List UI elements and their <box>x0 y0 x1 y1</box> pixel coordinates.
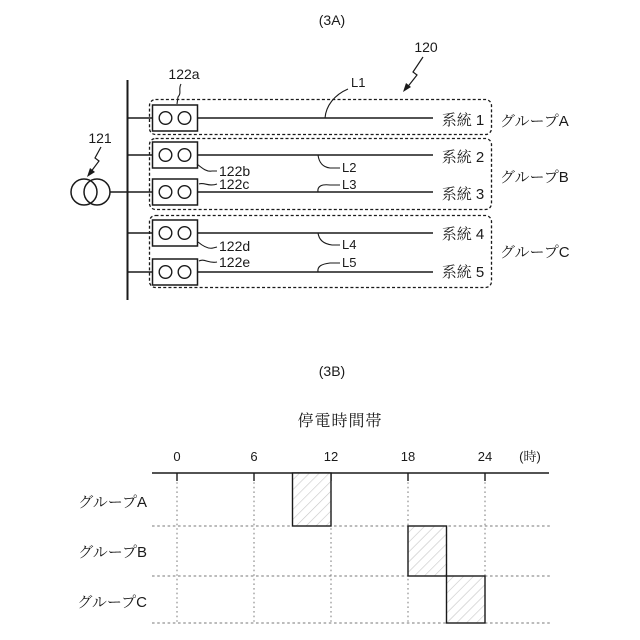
transformer-icon <box>71 179 110 205</box>
line-label-L1: L1 <box>351 75 366 90</box>
group-a-box <box>150 100 492 135</box>
tick-label-24: 24 <box>477 449 493 464</box>
group-c-label: グループC <box>500 244 570 261</box>
chart-title: 停電時間帯 <box>297 413 383 430</box>
outage-block-layer <box>293 473 486 623</box>
breaker-contact-icon <box>159 227 172 240</box>
feeder-row-2 <box>127 142 484 168</box>
line-label-L5: L5 <box>342 255 357 270</box>
line-label-L3: L3 <box>342 177 357 192</box>
system-1-label: 系統 1 <box>441 112 485 129</box>
axis-unit-label: (時) <box>519 449 541 464</box>
leader-122d <box>198 242 217 248</box>
breaker-contact-icon <box>159 112 172 125</box>
line-label-L4: L4 <box>342 237 357 252</box>
tick-label-0: 0 <box>173 449 181 464</box>
feeder-row-4 <box>127 220 484 246</box>
breaker-contact-icon <box>159 266 172 279</box>
breaker-contact-icon <box>178 186 191 199</box>
breaker-label-122a: 122a <box>168 66 200 82</box>
outage-block-2 <box>408 526 447 576</box>
system-4-label: 系統 4 <box>441 226 485 243</box>
breaker-contact-icon <box>159 149 172 162</box>
system-2-label: 系統 2 <box>441 149 485 166</box>
leader-L5 <box>318 263 340 272</box>
group-a-label: グループA <box>500 113 569 130</box>
tick-label-18: 18 <box>400 449 416 464</box>
figure-3b-title: (3B) <box>318 363 346 379</box>
row-label-group-b: グループB <box>78 544 147 561</box>
leader-122a <box>177 84 181 104</box>
leader-L3 <box>318 185 340 192</box>
leader-122e <box>199 260 217 262</box>
breaker-contact-icon <box>178 149 191 162</box>
breaker-label-122b: 122b <box>219 163 251 179</box>
feeder-row-1 <box>127 105 484 131</box>
figure-3b <box>77 363 552 623</box>
leader-arrow-121 <box>90 147 101 173</box>
breaker-contact-icon <box>159 186 172 199</box>
outage-block-1 <box>293 473 332 526</box>
row-label-group-c: グループC <box>77 594 147 611</box>
outage-block-3 <box>447 576 486 623</box>
leader-L2 <box>318 155 340 168</box>
line-label-L2: L2 <box>342 160 357 175</box>
tick-label-6: 6 <box>250 449 258 464</box>
breaker-label-122e: 122e <box>219 254 251 270</box>
figure-3a <box>71 12 570 300</box>
group-b-box <box>150 139 492 210</box>
breaker-contact-icon <box>178 112 191 125</box>
leader-L1 <box>325 89 348 118</box>
breaker-contact-icon <box>178 266 191 279</box>
system-5-label: 系統 5 <box>441 264 485 281</box>
figure-3a-title: (3A) <box>318 12 346 28</box>
tick-label-12: 12 <box>323 449 339 464</box>
leader-122b <box>197 164 217 171</box>
arrowhead-121-icon <box>87 168 95 177</box>
ref-label-120: 120 <box>414 39 438 55</box>
leader-122c <box>199 184 217 185</box>
breaker-label-122c: 122c <box>219 176 250 192</box>
breaker-label-122d: 122d <box>219 238 251 254</box>
group-b-label: グループB <box>500 169 569 186</box>
feeder-row-3 <box>127 179 484 205</box>
breaker-contact-icon <box>178 227 191 240</box>
leader-L4 <box>318 233 340 245</box>
feeder-row-5 <box>127 259 484 285</box>
row-label-group-a: グループA <box>78 494 147 511</box>
leader-arrow-120 <box>406 57 423 89</box>
ref-label-121: 121 <box>88 130 112 146</box>
group-c-box <box>150 216 492 288</box>
system-3-label: 系統 3 <box>441 186 485 203</box>
